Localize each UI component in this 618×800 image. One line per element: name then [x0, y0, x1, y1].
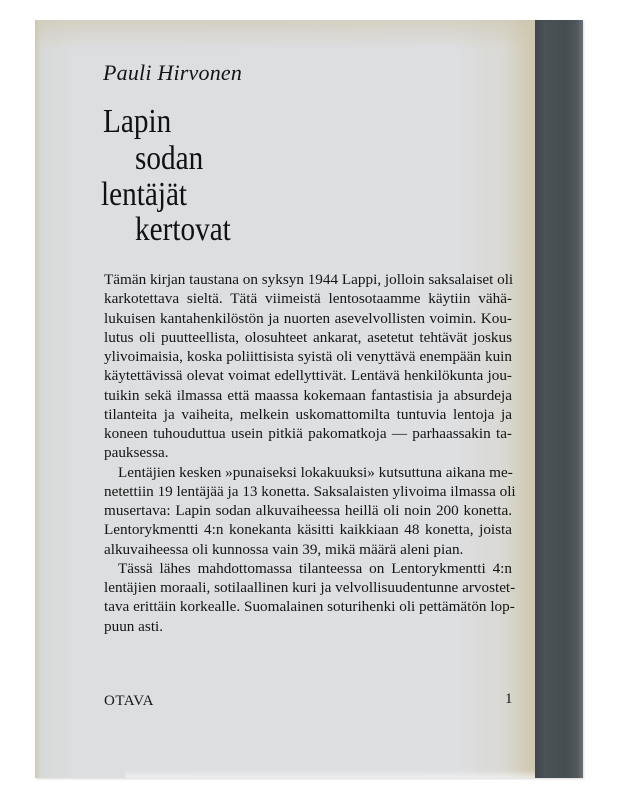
blurb-line: lutus oli puutteellista, olosuhteet ankarat, asetetut tehtävät joskus	[104, 328, 512, 346]
blurb-line: koneen tuhouduttua usein pitkiä pakomatkoja — parhaassakin ta-	[104, 425, 512, 442]
blurb-line: netettiin 19 lentäjää ja 13 konetta. Saksalaisten ylivoima ilmassa oli	[104, 482, 516, 500]
blurb-line: karkotettava sieltä. Tätä viimeistä lentosotaamme käytiin vähä-	[104, 290, 512, 308]
title-line-4: kertovat	[135, 211, 231, 248]
author-name: Pauli Hirvonen	[103, 60, 243, 85]
title-line-3: lentäjät	[101, 176, 188, 213]
blurb-line: lukuisen kantahenkilöstön ja nuorten asevelvollisten voimin. Kou-	[104, 309, 512, 327]
blurb-line: Tämän kirjan taustana on syksyn 1944 Lappi, jolloin saksalaiset oli	[104, 271, 514, 288]
blurb-line: puun asti.	[104, 617, 164, 635]
blurb-text	[104, 270, 516, 636]
blurb-line: käytettävissä olevat voimat edellyttivät. Lentävä henkilökunta jou-	[104, 367, 512, 385]
blurb-line: ylivoimaisia, koska poliittisista syistä oli venyttävä enempään kuin	[104, 348, 512, 365]
book-back-cover	[35, 20, 583, 778]
blurb-line: tilanteita ja vaiheita, melkein uskomattomilta tuntuvia lentoja ja	[104, 405, 512, 423]
blurb-line: lentäjien moraali, sotilaallinen kuri ja velvollisuudentunne arvostet-	[104, 579, 516, 596]
blurb-line: Lentäjien kesken »punaiseksi lokakuuksi» kutsuttuna aikana me-	[118, 463, 513, 481]
blurb-line: alkuvaiheessa oli kunnossa vain 39, mikä määrä aleni pian.	[104, 540, 464, 558]
page-number: 1	[505, 691, 513, 707]
blurb-line: tuikin sekä ilmassa että maassa kokemaan fantastisia ja absurdeja	[104, 386, 512, 404]
worn-edge	[125, 770, 535, 778]
blurb-line: Tässä lähes mahdottomassa tilanteessa on Lentorykmentti 4:n	[118, 559, 512, 577]
blurb-line: musertava: Lapin sodan alkuvaiheessa heillä oli noin 200 konetta.	[104, 502, 512, 519]
book-spine	[535, 20, 583, 778]
title-line-2: sodan	[135, 140, 204, 177]
blurb-line: Lentorykmentti 4:n konekanta käsitti kaikkiaan 48 konetta, joista	[104, 521, 512, 539]
cover-paper	[35, 20, 535, 778]
publisher-name: OTAVA	[104, 693, 154, 709]
blurb-line: tava erittäin korkealle. Suomalainen soturihenki oli pettämätön lop-	[104, 598, 515, 616]
title-line-1: Lapin	[103, 103, 172, 140]
blurb-line: pauksessa.	[104, 444, 169, 462]
